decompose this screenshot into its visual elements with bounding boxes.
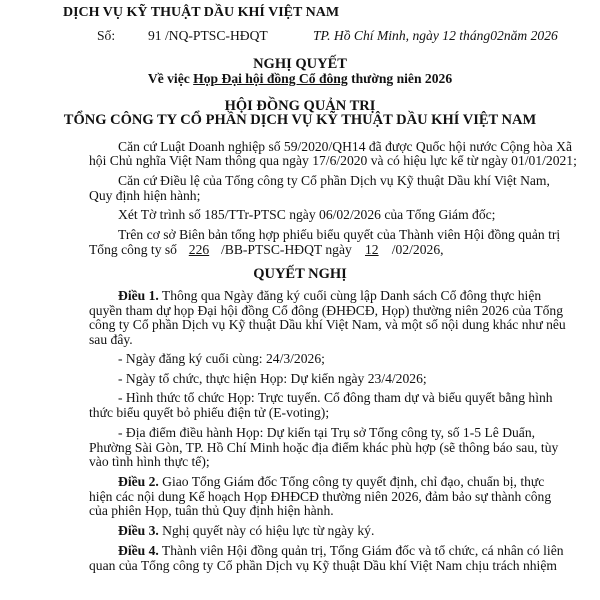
- article-4-line-2: quan của Tổng công ty Cổ phần Dịch vụ Kỹ thuật Dầu khí Việt Nam chịu trách nhiệm: [89, 557, 557, 573]
- preamble-charter-line-2: Quy định hiện hành;: [89, 187, 201, 203]
- document-number-label: Số:: [97, 27, 116, 43]
- minutes-day: 12: [364, 241, 379, 257]
- subject-prefix: Về việc: [147, 71, 194, 87]
- organization-name: DỊCH VỤ KỸ THUẬT DẦU KHÍ VIỆT NAM: [63, 4, 340, 20]
- bullet-meeting-date: - Ngày tổ chức, thực hiện Họp: Dự kiến ngày 23/4/2026;: [118, 370, 427, 386]
- preamble-law-line-2: hội Chủ nghĩa Việt Nam thông qua ngày 17/6/2020 và có hiệu lực kể từ ngày 01/01/2021;: [89, 153, 577, 169]
- document-subject: [0, 71, 600, 87]
- article-2-text: Giao Tổng Giám đốc Tổng công ty quyết định, chỉ đạo, chuẩn bị, thực: [158, 473, 545, 489]
- article-4-line-1: [118, 543, 564, 559]
- preamble-minutes-line-2: [89, 242, 444, 258]
- article-3-line-1: [118, 523, 374, 539]
- minutes-text-a: Tổng công ty số: [89, 241, 177, 257]
- resolution-heading: QUYẾT NGHỊ: [253, 265, 347, 282]
- minutes-text-c: /02/2026,: [391, 241, 444, 257]
- bullet-venue-line-1: - Địa điểm điều hành Họp: Dự kiến tại Trụ sở Tổng công ty, số 1-5 Lê Duẩn,: [118, 424, 536, 440]
- document-title: NGHỊ QUYẾT: [253, 55, 347, 72]
- article-2-line-3: của phiên Họp, tuân thủ Quy định hiện hành.: [89, 503, 334, 519]
- preamble-law-line-1: Căn cứ Luật Doanh nghiệp số 59/2020/QH14 đã được Quốc hội nước Cộng hòa Xã: [118, 138, 573, 154]
- preamble-charter-line-1: Căn cứ Điều lệ của Tổng công ty Cổ phần Dịch vụ Kỹ thuật Dầu khí Việt Nam,: [118, 173, 550, 189]
- article-1-text: Thông qua Ngày đăng ký cuối cùng lập Danh sách Cổ đông thực hiện: [158, 287, 542, 303]
- minutes-number: 226: [188, 241, 210, 257]
- preamble-minutes-line-1: Trên cơ sở Biên bản tổng hợp phiếu biểu quyết của Thành viên Hội đồng quản trị: [118, 227, 561, 243]
- article-1-line-1: [118, 288, 541, 304]
- article-1-line-4: sau đây.: [89, 332, 133, 348]
- bullet-venue-line-3: vào tình hình thực tế);: [89, 454, 210, 470]
- board-name: HỘI ĐỒNG QUẢN TRỊ: [224, 97, 376, 114]
- article-4-label: Điều 4.: [118, 542, 159, 558]
- bullet-record-date: - Ngày đăng ký cuối cùng: 24/3/2026;: [118, 350, 325, 366]
- article-3-label: Điều 3.: [118, 523, 159, 539]
- minutes-text-b: /BB-PTSC-HĐQT ngày: [220, 241, 352, 257]
- preamble-proposal: Xét Tờ trình số 185/TTr-PTSC ngày 06/02/2026 của Tổng Giám đốc;: [118, 207, 496, 223]
- place-and-date: TP. Hồ Chí Minh, ngày 12 tháng02năm 2026: [313, 27, 558, 43]
- company-name: TỔNG CÔNG TY CỔ PHẦN DỊCH VỤ KỸ THUẬT DẦU KHÍ VIỆT NAM: [63, 112, 537, 129]
- bullet-format-line-1: - Hình thức tổ chức Họp: Trực tuyến. Cổ đông tham dự và biểu quyết bằng hình: [118, 390, 553, 406]
- document-number: 91 /NQ-PTSC-HĐQT: [148, 27, 268, 43]
- article-2-label: Điều 2.: [118, 473, 159, 489]
- bullet-format-line-2: thức biểu quyết bỏ phiếu điện tử (E-voting);: [89, 405, 330, 421]
- article-2-line-1: [118, 474, 544, 490]
- bullet-venue-line-2: Phường Sài Gòn, TP. Hồ Chí Minh hoặc địa điểm khác phù hợp (sẽ thông báo sau, tùy: [89, 439, 559, 455]
- article-3-text: Nghị quyết này có hiệu lực từ ngày ký.: [158, 523, 375, 539]
- subject-underlined: Họp Đại hội đồng Cổ đông: [193, 71, 348, 87]
- subject-suffix: thường niên 2026: [347, 71, 453, 87]
- article-1-line-3: công ty Cổ phần Dịch vụ Kỹ thuật Dầu khí Việt Nam, và một số nội dung khác như nêu: [89, 317, 566, 333]
- article-1-line-2: quyền tham dự họp Đại hội đồng Cổ đông (ĐHĐCĐ, Họp) thường niên 2026 của Tổng: [89, 302, 563, 318]
- article-4-text: Thành viên Hội đồng quản trị, Tổng Giám đốc và tổ chức, cá nhân có liên: [158, 542, 564, 558]
- article-2-line-2: hiện các nội dung Kế hoạch Họp ĐHĐCĐ thường niên 2026, đảm bảo sự thành công: [89, 488, 552, 504]
- article-1-label: Điều 1.: [118, 287, 159, 303]
